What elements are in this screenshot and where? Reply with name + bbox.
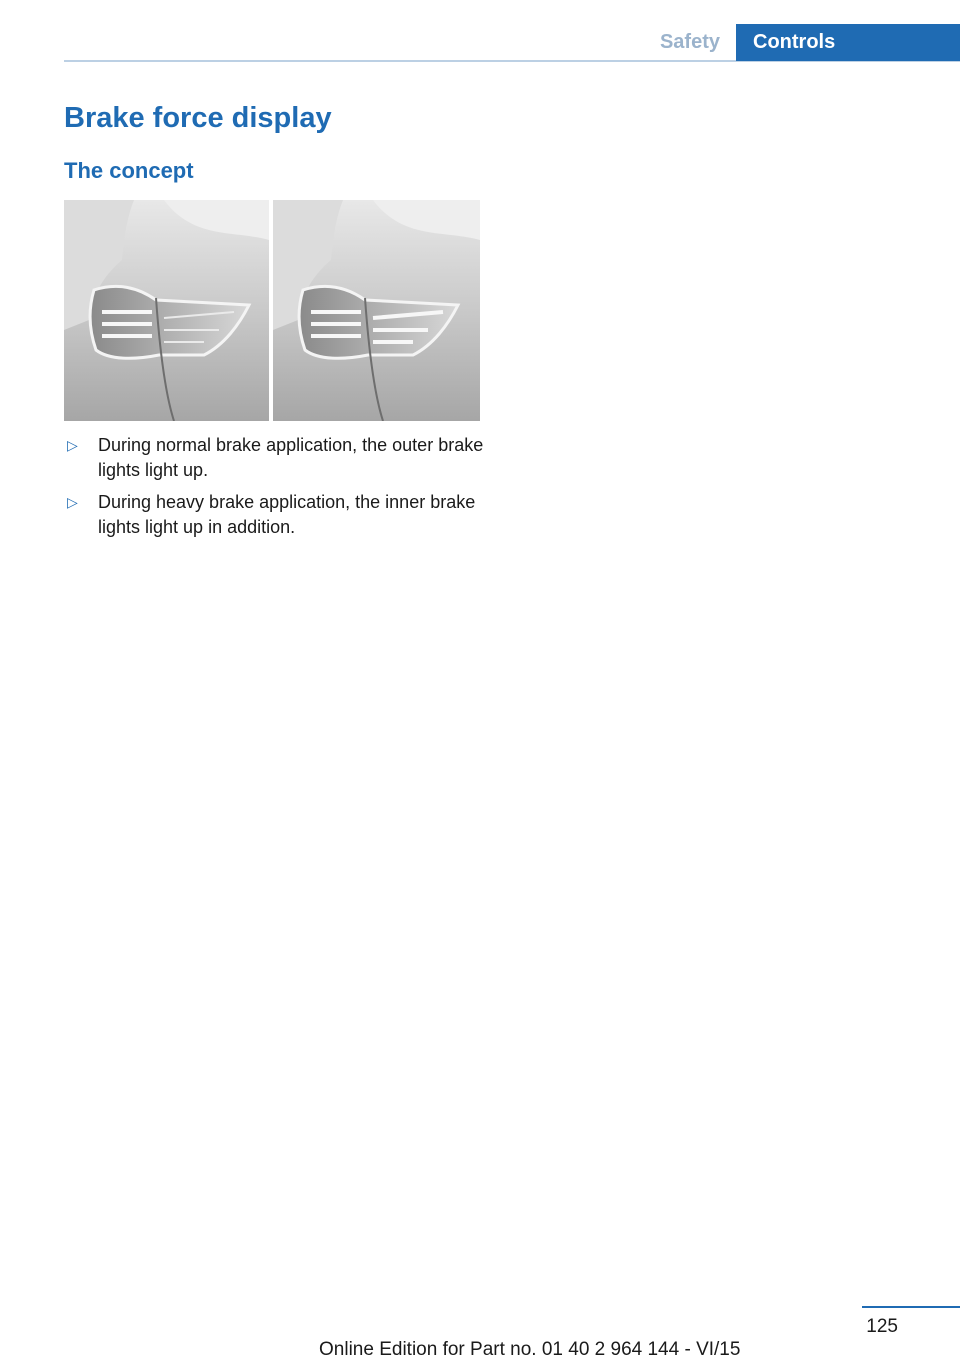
page-title: Brake force display xyxy=(64,102,332,134)
section-subtitle: The concept xyxy=(64,158,194,183)
edition-footer: Online Edition for Part no. 01 40 2 964 144 - VI/15 xyxy=(319,1339,741,1360)
footer-rule xyxy=(862,1306,960,1308)
triangle-bullet-icon: ▷ xyxy=(67,494,78,510)
brake-light-figure xyxy=(64,200,480,421)
list-item-text: During normal brake application, the outer brake lights light up. xyxy=(98,435,484,480)
section-tab[interactable]: Safety xyxy=(659,31,720,53)
list-item xyxy=(64,433,484,483)
list-item xyxy=(64,490,484,540)
panel-heavy-braking xyxy=(273,200,480,421)
triangle-bullet-icon: ▷ xyxy=(67,437,78,453)
bullet-list xyxy=(64,433,484,547)
rear-light-illustration xyxy=(64,200,480,421)
chapter-tab[interactable]: Controls xyxy=(736,24,960,61)
panel-normal-braking xyxy=(64,200,269,421)
page-number: 125 xyxy=(866,1316,898,1337)
list-item-text: During heavy brake application, the inner brake lights light up in addition. xyxy=(98,492,476,537)
